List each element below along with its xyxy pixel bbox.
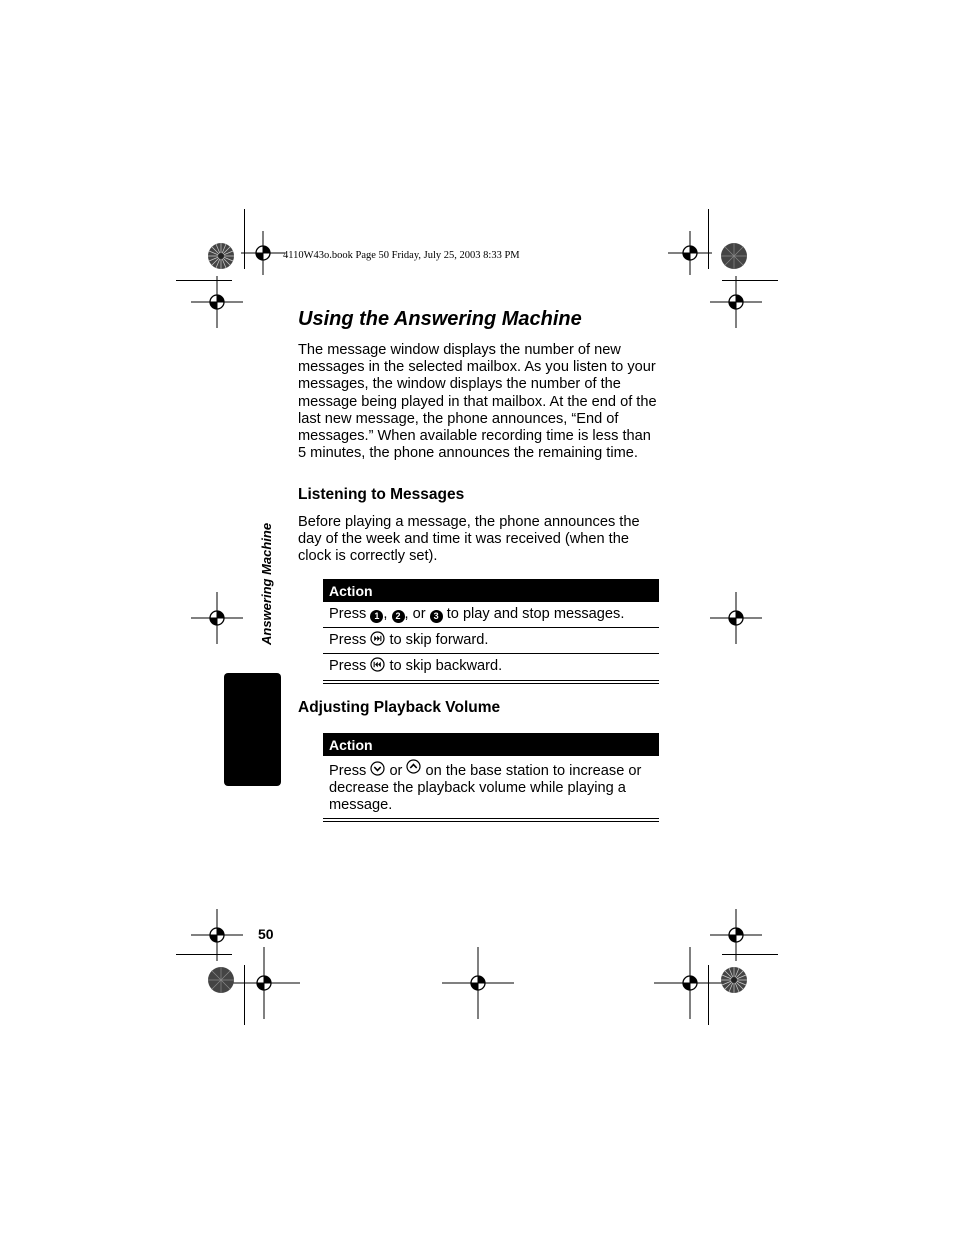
- registration-mark-icon: [239, 229, 287, 277]
- registration-mark-icon: [226, 945, 302, 1021]
- key-3-icon: 3: [430, 610, 443, 623]
- row-text: to skip forward.: [389, 632, 489, 648]
- registration-mark-icon: [708, 590, 764, 646]
- key-2-icon: 2: [392, 610, 405, 623]
- adjusting-heading: Adjusting Playback Volume: [298, 699, 501, 716]
- volume-action-table: [323, 733, 659, 822]
- registration-mark-icon: [708, 274, 764, 330]
- page-number: 50: [258, 926, 274, 942]
- row-text: to play and stop messages.: [446, 606, 625, 622]
- listening-action-table: [323, 579, 659, 684]
- table-row: [323, 628, 659, 654]
- registration-mark-icon: [666, 229, 714, 277]
- row-text: Press: [329, 632, 367, 648]
- row-text: or: [389, 763, 403, 779]
- row-text: Press: [329, 606, 367, 622]
- row-text: Press: [329, 658, 367, 674]
- starburst-icon: [207, 966, 235, 994]
- table-end-rule: [323, 680, 659, 684]
- table-header: Action: [323, 579, 659, 602]
- starburst-icon: [720, 966, 748, 994]
- table-row: [323, 756, 659, 818]
- listening-paragraph: Before playing a message, the phone announces the day of the week and time it was received (when the clock is correctly set).: [298, 514, 640, 565]
- row-text: Press: [329, 763, 367, 779]
- starburst-icon: [207, 242, 235, 270]
- page-title: Using the Answering Machine: [298, 308, 582, 330]
- listening-heading: Listening to Messages: [298, 486, 465, 503]
- table-row: [323, 602, 659, 628]
- table-end-rule: [323, 818, 659, 822]
- registration-mark-icon: [189, 274, 245, 330]
- volume-up-icon: [406, 759, 421, 774]
- row-text: on the base station to increase or decrease the playback volume while playing a message.: [329, 763, 642, 814]
- side-tab: [224, 673, 281, 786]
- skip-backward-icon: [370, 657, 385, 672]
- row-text: , or: [404, 606, 426, 622]
- registration-mark-icon: [189, 590, 245, 646]
- table-row: [323, 654, 659, 680]
- table-header: Action: [323, 733, 659, 756]
- print-header: 4110W43o.book Page 50 Friday, July 25, 2003 8:33 PM: [283, 250, 520, 261]
- row-text: to skip backward.: [389, 658, 503, 674]
- volume-down-icon: [370, 761, 385, 776]
- side-tab-label: Answering Machine: [259, 522, 274, 645]
- intro-paragraph: The message window displays the number of new messages in the selected mailbox. As you listen to your messages, the window displays the number of the message being played in that mailbox. At the end of the last new message, the phone announces, “End of messages.” When available recording time is less than 5 minutes, the phone announces the remaining time.: [298, 342, 657, 462]
- registration-mark-icon: [652, 945, 728, 1021]
- starburst-icon: [720, 242, 748, 270]
- key-1-icon: 1: [370, 610, 383, 623]
- registration-mark-icon: [440, 945, 516, 1021]
- row-text: ,: [383, 606, 388, 622]
- skip-forward-icon: [370, 631, 385, 646]
